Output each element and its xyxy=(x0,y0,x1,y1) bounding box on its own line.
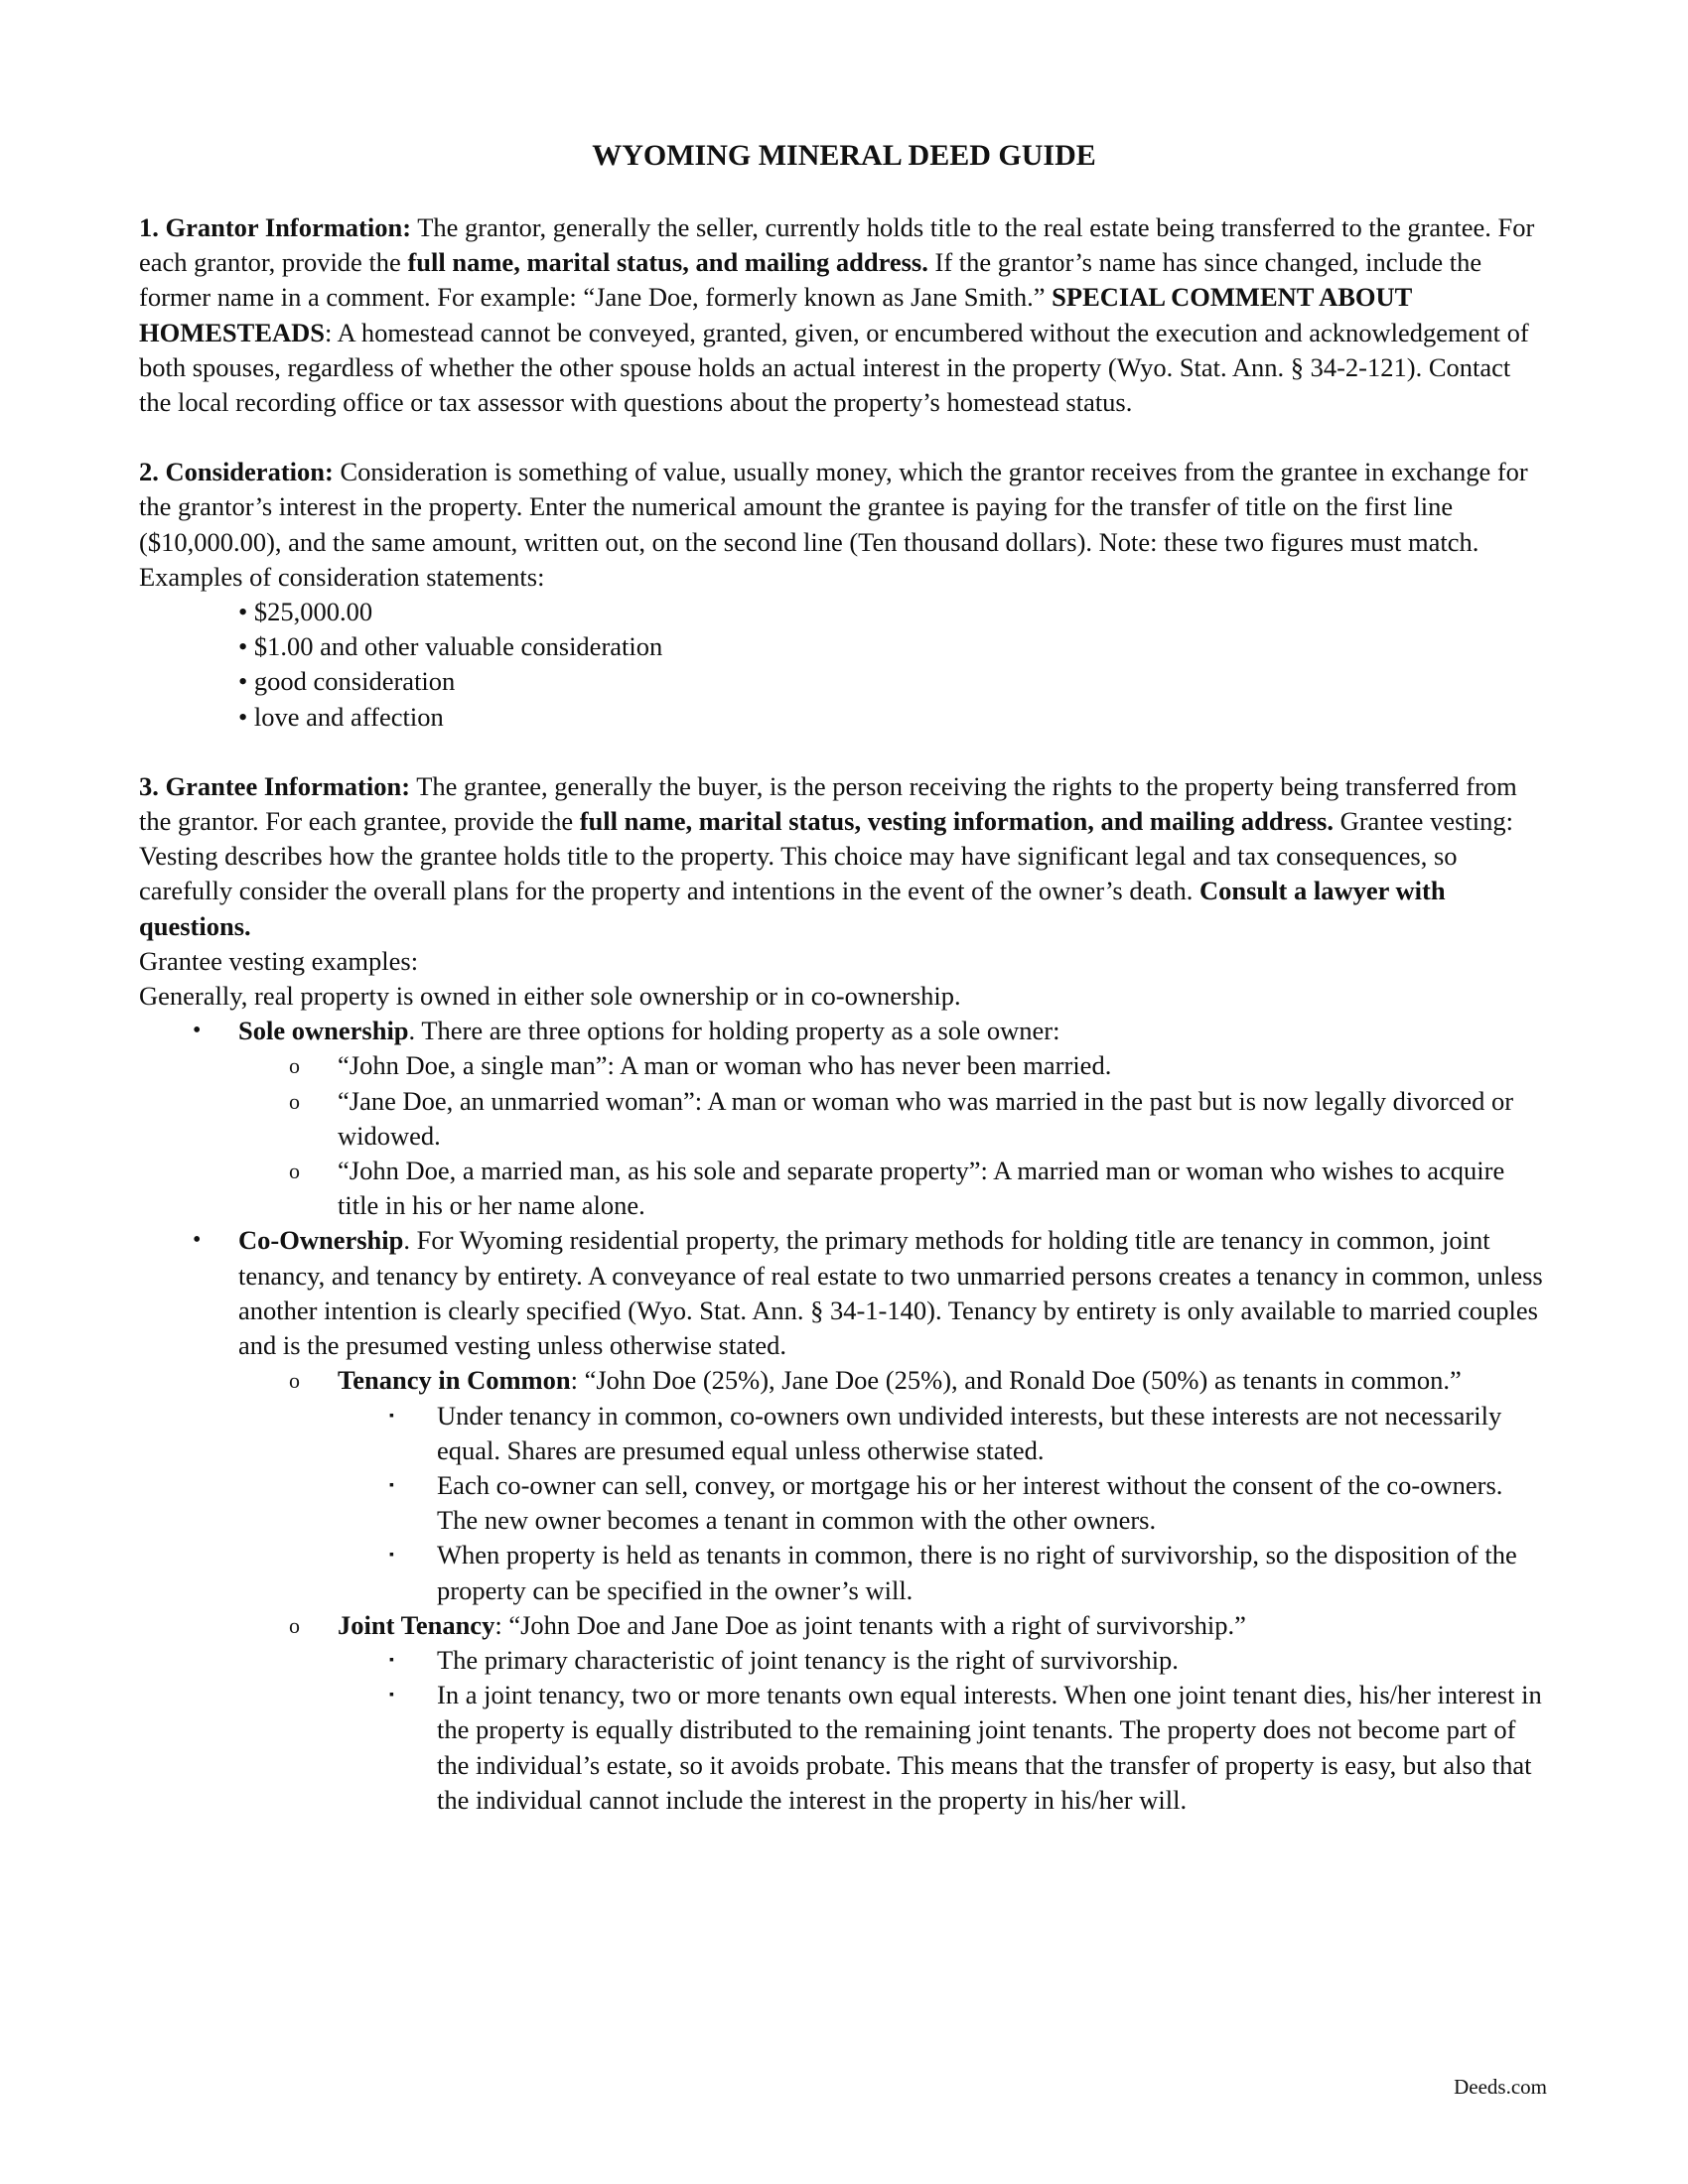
consideration-example: • good consideration xyxy=(238,666,456,697)
consideration-paragraph: 2. Consideration: Consideration is something of value, usually money, which the grantor receives from the grantee in exchange for the grantor’s interest in the property. Enter the numerical amount the grantee is paying for the transfer of title on the first line ($10,000.00), and the same amount, written out, on the second line (Ten thousand dollars). Note: these two figures must match. xyxy=(139,457,1528,557)
bullet-marker: • xyxy=(193,1018,202,1044)
circle-marker: o xyxy=(289,1368,300,1394)
section-2-heading: 2. Consideration: xyxy=(139,457,334,487)
tenancy-in-common-point: ▪ When property is held as tenants in common, there is no right of survivorship, so the disposition of the property can be specified in the owner’s will. xyxy=(389,1540,1517,1605)
consult-lawyer-note: Consult a lawyer with questions. xyxy=(139,876,1446,941)
circle-marker: o xyxy=(289,1088,300,1114)
joint-tenancy-point: ▪ The primary characteristic of joint tenancy is the right of survivorship. xyxy=(139,1643,1544,1678)
grantor-information-paragraph: 1. Grantor Information: The grantor, generally the seller, currently holds title to the real estate being transferred to the grantee. For each grantor, provide the full name, marital status, and mailing address. If the grantor’s name has since changed, include the former name in a comment. For example: “Jane Doe, formerly known as Jane Smith.” SPECIAL COMMENT ABOUT HOMESTEADS: A homestead cannot be conveyed, granted, given, or encumbered without the execution and acknowledgement of both spouses, regardless of whether the other spouse holds an actual interest in the property (Wyo. Stat. Ann. § 34-2-121). Contact the local recording office or tax assessor with questions about the property’s homestead status. xyxy=(139,212,1535,418)
consideration-example: • $25,000.00 xyxy=(238,597,373,627)
consideration-examples-heading: Examples of consideration statements: xyxy=(139,561,545,592)
sole-ownership-item: • Sole ownership. There are three options for holding property as a sole owner: xyxy=(139,1014,1544,1048)
consideration-example: • $1.00 and other valuable consideration xyxy=(238,631,663,662)
footer-brand: Deeds.com xyxy=(1454,2075,1547,2099)
consideration-example: • love and affection xyxy=(238,701,444,732)
square-marker: ▪ xyxy=(389,1652,394,1668)
joint-tenancy-point: ▪ In a joint tenancy, two or more tenants own equal interests. When one joint tenant dies, his/her interest in the property is equally distributed to the remaining joint tenants. The property does not become part of the individual’s estate, so it avoids probate. This means that the transfer of property is easy, but also that the individual cannot include the interest in the property in his/her will. xyxy=(389,1680,1542,1815)
square-marker: ▪ xyxy=(389,1408,394,1424)
tenancy-in-common-point: ▪ Each co-owner can sell, convey, or mortgage his or her interest without the consent of the co-owners. The new owner becomes a tenant in common with the other owners. xyxy=(389,1469,1503,1536)
square-marker: ▪ xyxy=(389,1688,394,1704)
square-marker: ▪ xyxy=(389,1548,394,1564)
homestead-comment-label: SPECIAL COMMENT ABOUT HOMESTEADS xyxy=(139,282,1412,347)
sole-option-item: o “John Doe, a married man, as his sole and separate property”: A married man or woman who wishes to acquire title in his or her name alone. xyxy=(289,1156,1505,1221)
ownership-intro: Generally, real property is owned in either sole ownership or in co-ownership. xyxy=(139,981,961,1012)
grantee-vesting-heading: Grantee vesting examples: xyxy=(139,945,419,976)
sole-option-item: o “Jane Doe, an unmarried woman”: A man or woman who was married in the past but is now legally divorced or widowed. xyxy=(289,1085,1514,1151)
section-1-heading: 1. Grantor Information: xyxy=(139,212,412,242)
document-title: WYOMING MINERAL DEED GUIDE xyxy=(592,139,1096,172)
grantee-information-paragraph: 3. Grantee Information: The grantee, generally the buyer, is the person receiving the rights to the property being transferred from the grantor. For each grantee, provide the full name, marital status, vesting information, and mailing address. Grantee vesting: Vesting describes how the grantee holds title to the property. This choice may have significant legal and tax consequences, so carefully consider the overall plans for the property and intentions in the event of the owner’s death. Consult a lawyer with questions. xyxy=(139,770,1517,941)
sole-option-item: o “John Doe, a single man”: A man or woman who has never been married. xyxy=(139,1048,1544,1083)
co-ownership-item: • Co-Ownership. For Wyoming residential property, the primary methods for holding title are tenancy in common, joint tenancy, and tenancy by entirety. A conveyance of real estate to two unmarried persons creates a tenancy in common, unless another intention is clearly specified (Wyo. Stat. Ann. § 34-1-140). Tenancy by entirety is only available to married couples and is the presumed vesting unless otherwise stated. xyxy=(193,1225,1543,1361)
bullet-marker: • xyxy=(193,1227,202,1254)
circle-marker: o xyxy=(289,1612,300,1638)
document-body xyxy=(139,210,1544,1818)
section-3-heading: 3. Grantee Information: xyxy=(139,770,411,801)
circle-marker: o xyxy=(289,1159,300,1184)
circle-marker: o xyxy=(289,1053,300,1079)
square-marker: ▪ xyxy=(389,1477,394,1493)
tenancy-in-common-item: o Tenancy in Common: “John Doe (25%), Jane Doe (25%), and Ronald Doe (50%) as tenants in common.” xyxy=(139,1363,1544,1398)
tenancy-in-common-point: ▪ Under tenancy in common, co-owners own undivided interests, but these interests are not necessarily equal. Shares are presumed equal unless otherwise stated. xyxy=(389,1400,1502,1465)
joint-tenancy-item: o Joint Tenancy: “John Doe and Jane Doe as joint tenants with a right of survivorship.” xyxy=(139,1608,1544,1643)
